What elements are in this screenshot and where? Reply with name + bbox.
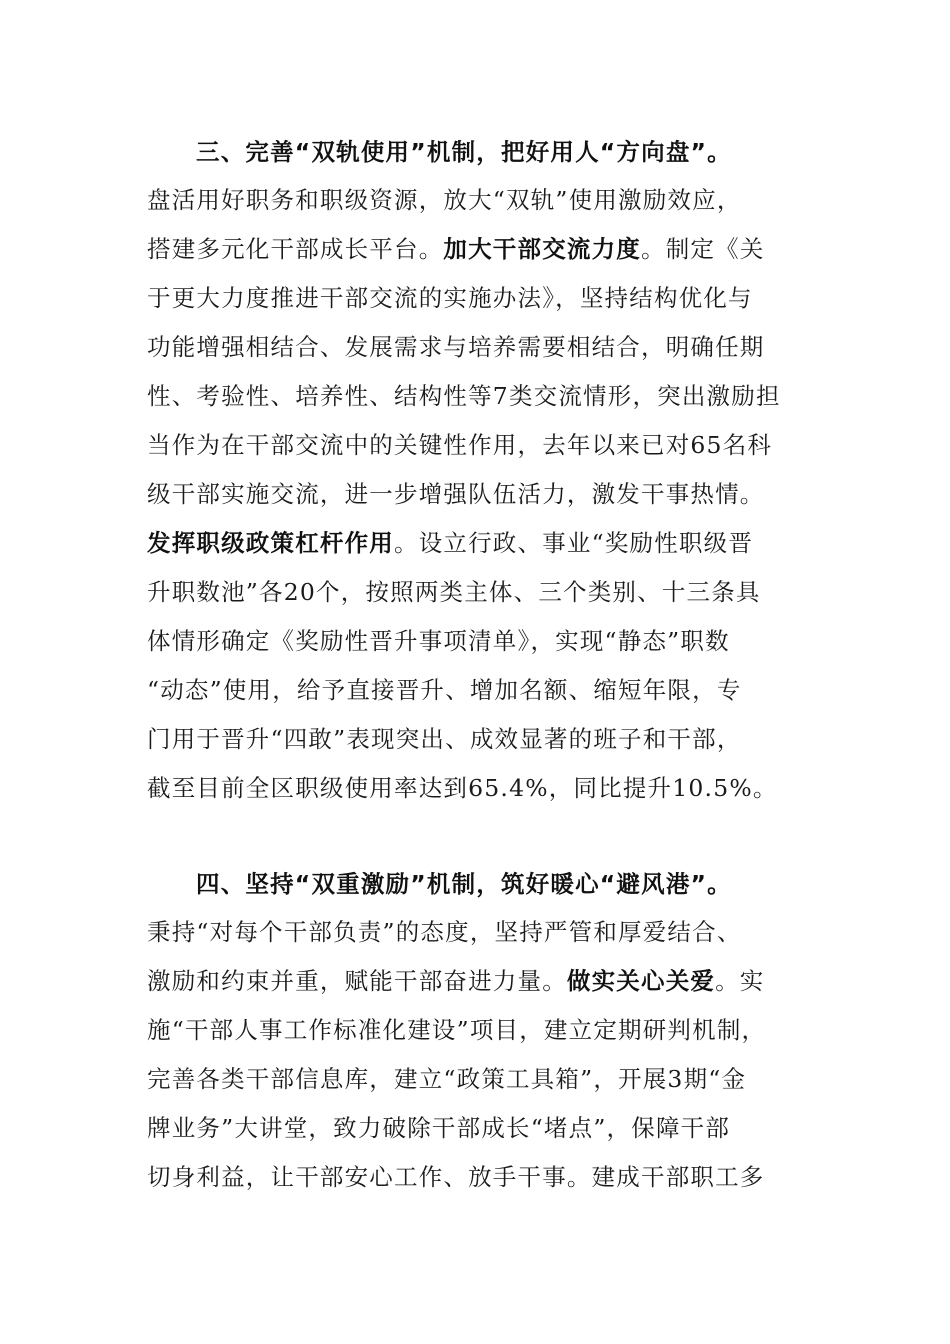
section4-subheading-care: 做实关心关爱 <box>566 967 716 995</box>
section4-line-4: 完善各类干部信息库，建立“政策工具箱”，开展3期“金 <box>147 1065 747 1093</box>
section3-line-2-text: 搭建多元化干部成长平台。 <box>147 235 444 263</box>
section4-line-2-text: 激励和约束并重，赋能干部奋进力量。 <box>147 967 567 995</box>
section3-line-5: 性、考验性、培养性、结构性等7类交流情形，突出激励担 <box>147 382 781 410</box>
section4-line-2 <box>147 963 827 999</box>
section3-line-2-tail: 。制定《关 <box>641 235 765 263</box>
section3-line-4: 功能增强相结合、发展需求与培养需要相结合，明确任期 <box>147 333 765 361</box>
section3-line-13: 截至目前全区职级使用率达到65.4%，同比提升10.5%。 <box>147 774 778 802</box>
section3-line-12: 门用于晋升“四敢”表现突出、成效显著的班子和干部， <box>147 725 742 753</box>
section3-subheading-exchange: 加大干部交流力度 <box>443 235 642 263</box>
section3-line-2 <box>147 231 827 267</box>
section3-line-6: 当作为在干部交流中的关键性作用，去年以来已对65名科 <box>147 431 773 459</box>
section3-line-8 <box>147 525 827 561</box>
section4-line-5: 牌业务”大讲堂，致力破除干部成长“堵点”，保障干部 <box>147 1114 731 1142</box>
section3-heading-text: 三、完善“双轨使用”机制，把好用人“方向盘”。 <box>196 138 732 166</box>
section3-line-3: 于更大力度推进干部交流的实施办法》，坚持结构优化与 <box>147 284 753 312</box>
section3-line-1: 盘活用好职务和职级资源，放大“双轨”使用激励效应， <box>147 186 742 214</box>
section3-line-11: “动态”使用，给予直接晋升、增加名额、缩短年限，专 <box>147 676 742 704</box>
section3-line-9: 升职数池”各20个，按照两类主体、三个类别、十三条具 <box>147 578 761 606</box>
section3-line-8-text: 。设立行政、事业“奖励性职级晋 <box>394 529 754 557</box>
section4-line-1: 秉持“对每个干部负责”的态度，坚持严管和厚爱结合、 <box>147 918 742 946</box>
section3-subheading-rank-policy: 发挥职级政策杠杆作用 <box>147 529 394 557</box>
section4-heading-text: 四、坚持“双重激励”机制，筑好暖心“避风港”。 <box>196 870 732 898</box>
section3-line-10: 体情形确定《奖励性晋升事项清单》，实现“静态”职数 <box>147 627 730 655</box>
section3-heading <box>196 134 876 170</box>
section4-line-2-tail: 。实 <box>715 967 765 995</box>
section3-line-7: 级干部实施交流，进一步增强队伍活力，激发干事热情。 <box>147 480 765 508</box>
section4-line-3: 施“干部人事工作标准化建设”项目，建立定期研判机制， <box>147 1016 767 1044</box>
section4-heading <box>196 866 876 902</box>
section4-line-6: 切身利益，让干部安心工作、放手干事。建成干部职工多 <box>147 1163 765 1191</box>
